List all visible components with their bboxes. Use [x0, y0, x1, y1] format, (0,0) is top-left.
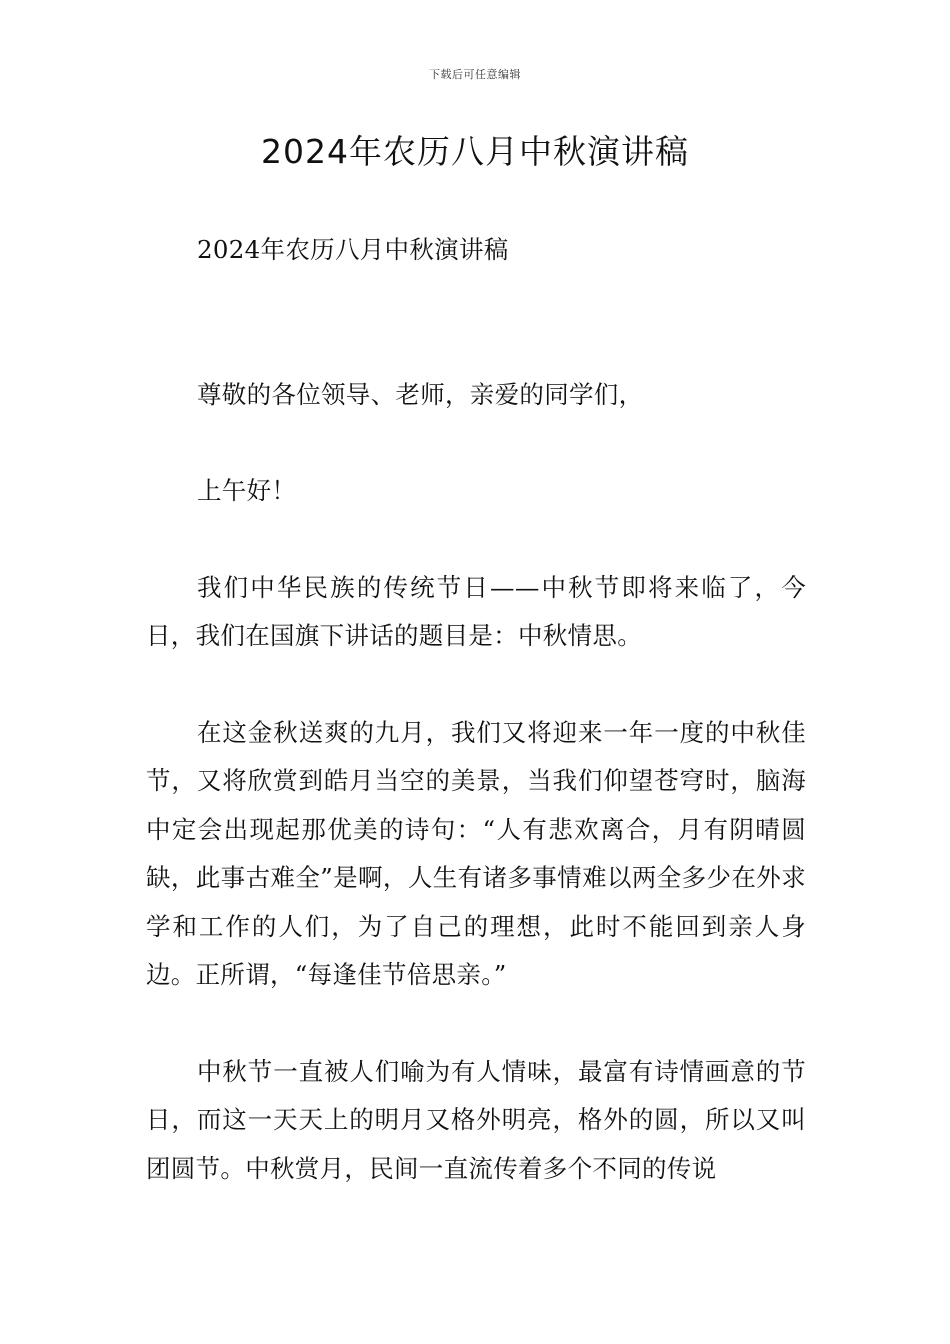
autumn-paragraph: 在这金秋送爽的九月，我们又将迎来一年一度的中秋佳节，又将欣赏到皓月当空的美景，当我们仰望苍穹时，脑海中定会出现起那优美的诗句：“人有悲欢离合，月有阴晴圆缺，此事古难全”是啊，人生有诸多事情难以两全多少在外求学和工作的人们，为了自己的理想，此时不能回到亲人身边。正所谓，“每逢佳节倍思亲。” [146, 717, 806, 989]
hello-paragraph: 上午好！ [197, 476, 297, 505]
greeting-paragraph: 尊敬的各位领导、老师，亲爱的同学们， [197, 379, 644, 409]
document-body [146, 226, 806, 1193]
subtitle-paragraph: 2024年农历八月中秋演讲稿 [197, 235, 509, 264]
header-note: 下载后可任意编辑 [429, 68, 521, 81]
festival-paragraph: 中秋节一直被人们喻为有人情味，最富有诗情画意的节日，而这一天天上的明月又格外明亮，格外的圆，所以又叫团圆节。中秋赏月，民间一直流传着多个不同的传说 [146, 1056, 806, 1183]
page-title: 2024年农历八月中秋演讲稿 [261, 132, 689, 171]
intro-paragraph: 我们中华民族的传统节日——中秋节即将来临了，今日，我们在国旗下讲话的题目是：中秋情思。 [146, 572, 806, 650]
